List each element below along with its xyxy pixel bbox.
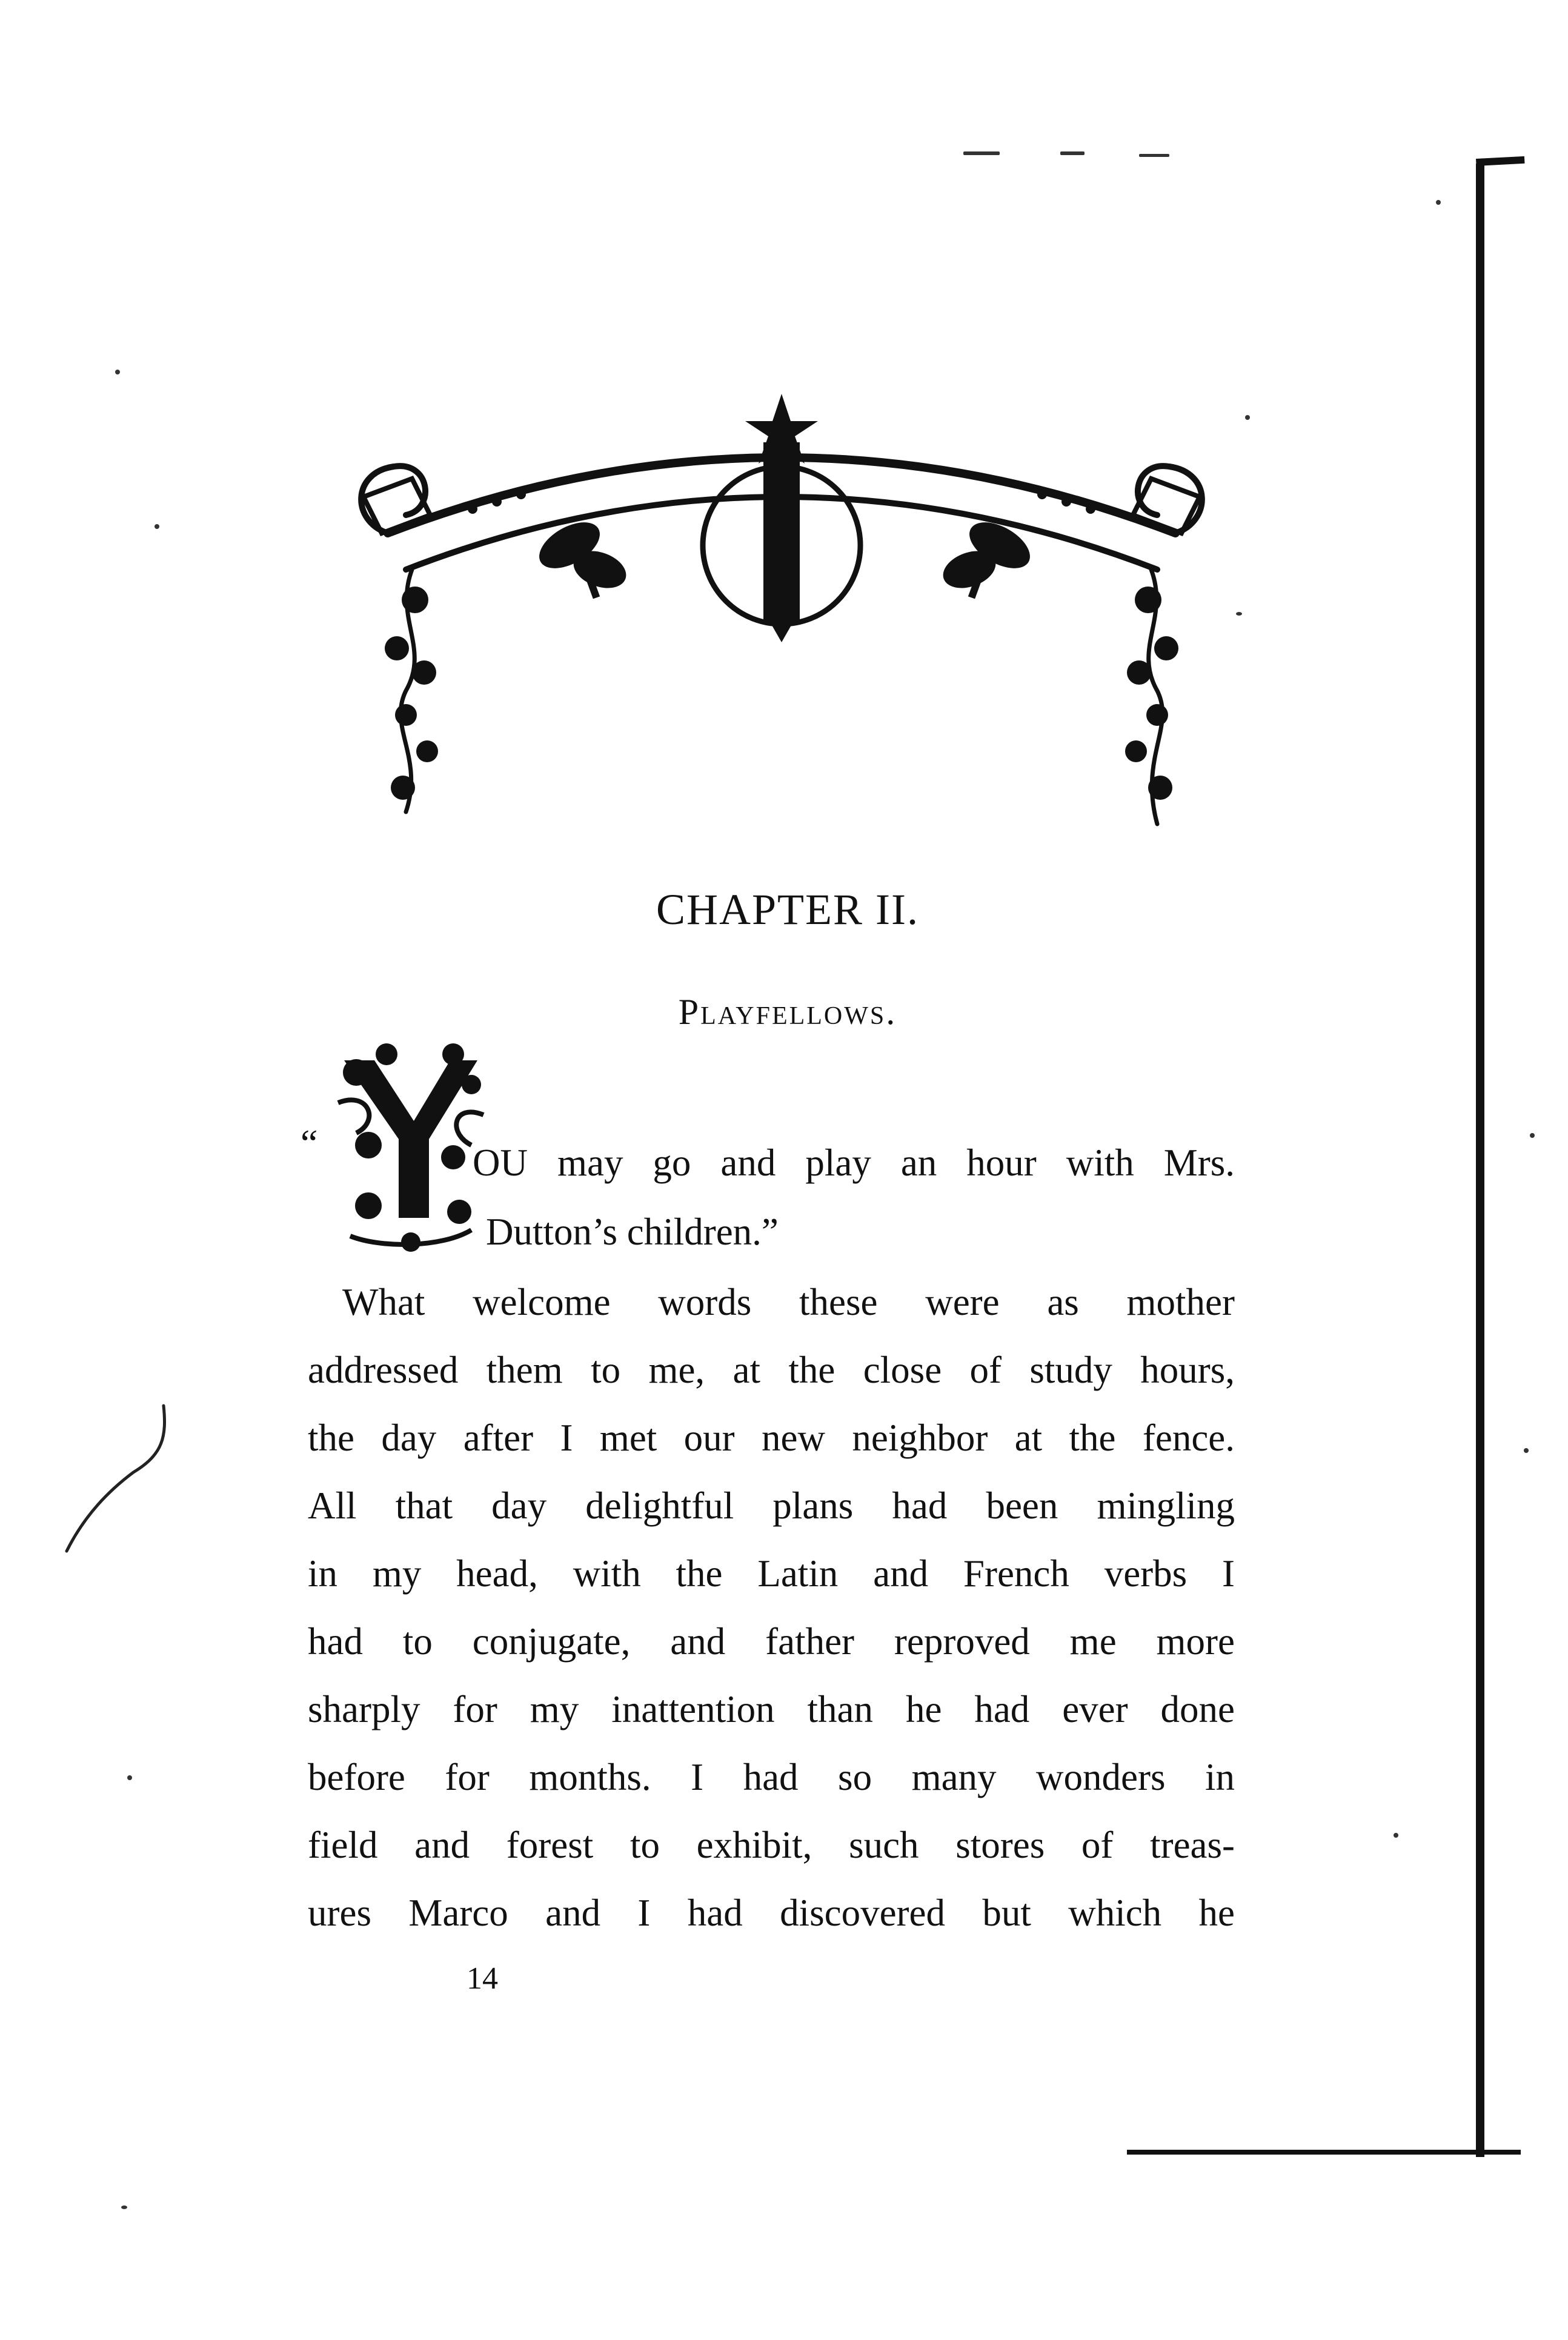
scan-speck [1530, 1133, 1535, 1138]
scan-speck [1236, 612, 1242, 616]
text-line: before for months. I had so many wonders in [308, 1756, 1235, 1798]
text-line: sharply for my inattention than he had ever done [308, 1688, 1235, 1730]
scan-speck [121, 2205, 127, 2209]
scan-speck [1394, 1833, 1398, 1838]
opening-quote-mark: “ [301, 1122, 318, 1165]
text-line: in my head, with the Latin and French verbs I [308, 1552, 1235, 1595]
text-line: Dutton’s children.” [486, 1211, 779, 1253]
text-line: field and forest to exhibit, such stores of treas- [308, 1824, 1235, 1866]
text-line: What welcome words these were as mother [342, 1281, 1235, 1323]
text-line: addressed them to me, at the close of study hours, [308, 1349, 1235, 1391]
chapter-subtitle: Playfellows. [678, 992, 897, 1032]
scan-speck [115, 370, 120, 374]
ornamental-letter-y-icon [332, 1036, 490, 1254]
scan-speck [1524, 1448, 1529, 1453]
page-number: 14 [467, 1961, 498, 1996]
scan-speck [1245, 415, 1250, 420]
scan-speck [1139, 154, 1169, 157]
pencil-mark [61, 1400, 182, 1557]
floral-arch-ornament-icon [339, 388, 1224, 848]
text-line: ures Marco and I had discovered but which he [308, 1892, 1235, 1934]
page-edge-bottom [1127, 2150, 1521, 2155]
scan-speck [127, 1775, 132, 1780]
text-line: OU may go and play an hour with Mrs. [473, 1142, 1235, 1184]
chapter-title: CHAPTER II. [656, 885, 919, 934]
text-line: the day after I met our new neighbor at the fence. [308, 1417, 1235, 1459]
text-line: All that day delightful plans had been mingling [308, 1484, 1235, 1527]
scan-speck [963, 151, 1000, 155]
scan-speck [1436, 200, 1441, 205]
scan-speck [154, 524, 159, 529]
page-edge-right [1476, 164, 1484, 2157]
text-line: had to conjugate, and father reproved me more [308, 1620, 1235, 1663]
scan-speck [1060, 151, 1085, 155]
